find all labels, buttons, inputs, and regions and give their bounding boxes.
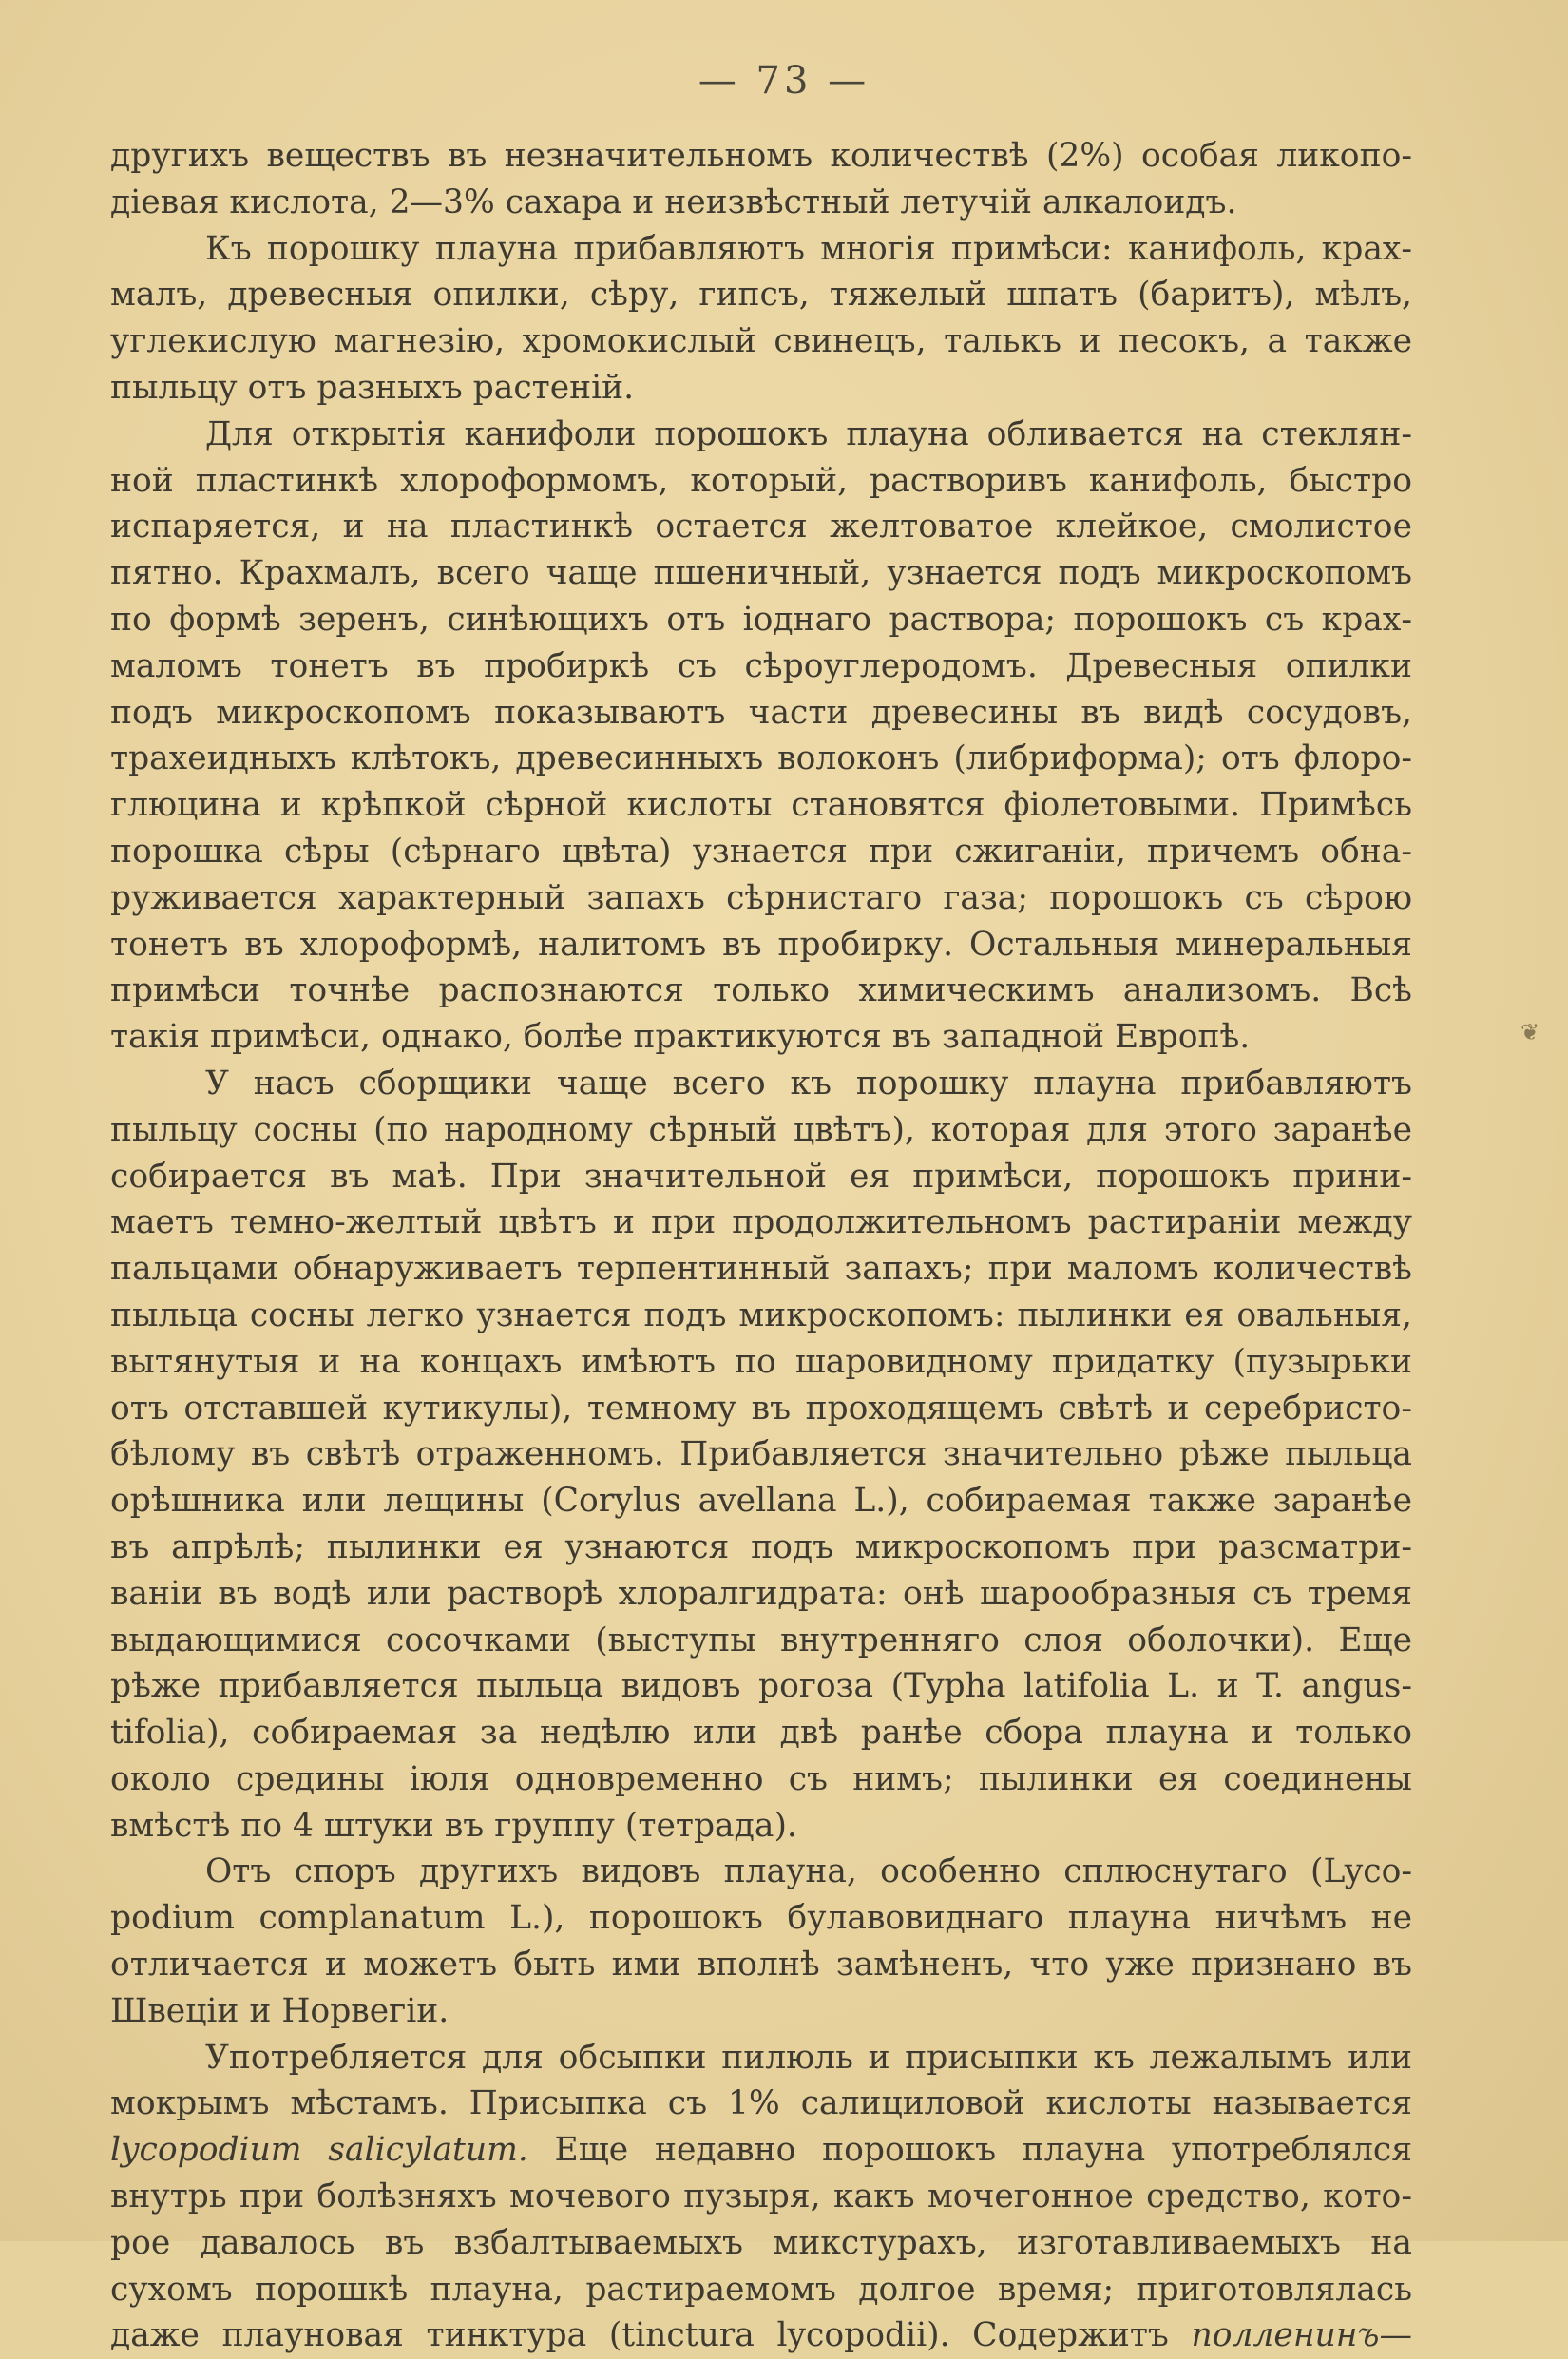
text-line: Употребляется для обсыпки пилюль и присыпки къ лежалымъ или bbox=[205, 2038, 1412, 2077]
text-line: ной пластинкѣ хлороформомъ, который, растворивъ канифоль, быстро bbox=[110, 461, 1412, 500]
text-line: tifolia), собираемая за недѣлю или двѣ ранѣе сбора плауна и только bbox=[110, 1714, 1412, 1753]
text-line: Для открытія канифоли порошокъ плауна обливается на стеклян- bbox=[205, 414, 1412, 453]
text-line: Швеціи и Норвегіи. bbox=[110, 1991, 449, 2030]
text-line: въ апрѣлѣ; пылинки ея узнаются подъ микроскопомъ при разсматри- bbox=[110, 1527, 1412, 1566]
text-line: по формѣ зеренъ, синѣющихъ отъ іоднаго раствора; порошокъ съ крах- bbox=[110, 600, 1412, 639]
text-line: У насъ сборщики чаще всего къ порошку плауна прибавляютъ bbox=[205, 1064, 1412, 1103]
text-line: орѣшника или лещины (Corylus avellana L.), собираемая также заранѣе bbox=[110, 1482, 1412, 1521]
text-line: такія примѣси, однако, болѣе практикуются въ западной Европѣ. bbox=[110, 1018, 1251, 1057]
text-line: трахеидныхъ клѣтокъ, древесинныхъ волоконъ (либриформа); отъ флоро- bbox=[110, 739, 1412, 778]
text-line: пыльцу сосны (по народному сѣрный цвѣтъ), которая для этого заранѣе bbox=[110, 1110, 1412, 1149]
text-line: вытянутыя и на концахъ имѣютъ по шаровидному придатку (пузырьки bbox=[110, 1342, 1412, 1381]
text-line: испаряется, и на пластинкѣ остается желтоватое клейкое, смолистое bbox=[110, 508, 1412, 547]
text-line: бѣлому въ свѣтѣ отраженномъ. Прибавляется значительно рѣже пыльца bbox=[110, 1435, 1412, 1474]
text-line: углекислую магнезію, хромокислый свинецъ, талькъ и песокъ, а также bbox=[110, 322, 1412, 361]
text-line: сухомъ порошкѣ плауна, растираемомъ долгое время; приготовлялась bbox=[110, 2270, 1412, 2309]
text-line: тонетъ въ хлороформѣ, налитомъ въ пробирку. Остальныя минеральныя bbox=[110, 925, 1412, 964]
text-line: внутрь при болѣзняхъ мочевого пузыря, какъ мочегонное средство, кото- bbox=[110, 2177, 1412, 2216]
text-line: вмѣстѣ по 4 штуки въ группу (тетрада). bbox=[110, 1806, 797, 1845]
text-line: отъ отставшей кутикулы), темному въ проходящемъ свѣтѣ и серебристо- bbox=[110, 1389, 1412, 1428]
text-line: пятно. Крахмалъ, всего чаще пшеничный, узнается подъ микроскопомъ bbox=[110, 554, 1412, 593]
text-line: около средины іюля одновременно съ нимъ; пылинки ея соединены bbox=[110, 1759, 1412, 1798]
text-line: собирается въ маѣ. При значительной ея примѣси, порошокъ прини- bbox=[110, 1157, 1412, 1196]
text-line: другихъ веществъ въ незначительномъ количествѣ (2%) особая ликопо- bbox=[110, 137, 1412, 175]
text-line: маетъ темно-желтый цвѣтъ и при продолжительномъ растираніи между bbox=[110, 1203, 1412, 1242]
text-line: пальцами обнаруживаетъ терпентинный запахъ; при маломъ количествѣ bbox=[110, 1250, 1412, 1289]
text-line: lycopodium salicylatum. Еще недавно порошокъ плауна употреблялся bbox=[110, 2131, 1412, 2170]
page-number: — 73 — bbox=[698, 59, 870, 103]
text-line: глюцина и крѣпкой сѣрной кислоты становятся фіолетовыми. Примѣсь bbox=[110, 786, 1412, 825]
text-line: подъ микроскопомъ показываютъ части древесины въ видѣ сосудовъ, bbox=[110, 693, 1412, 732]
text-line: выдающимися сосочками (выступы внутренняго слоя оболочки). Еще bbox=[110, 1621, 1412, 1659]
margin-ornament: ❦ bbox=[1520, 1019, 1540, 1045]
text-line: отличается и можетъ быть ими вполнѣ замѣненъ, что уже признано въ bbox=[110, 1946, 1412, 1985]
text-line: маломъ тонетъ въ пробиркѣ съ сѣроуглеродомъ. Древесныя опилки bbox=[110, 646, 1412, 685]
text-line: мокрымъ мѣстамъ. Присыпка съ 1% салициловой кислоты называется bbox=[110, 2084, 1412, 2123]
text-line: podium complanatum L.), порошокъ булавовиднаго плауна ничѣмъ не bbox=[110, 1899, 1412, 1938]
text-line: порошка сѣры (сѣрнаго цвѣта) узнается при сжиганіи, причемъ обна- bbox=[110, 832, 1412, 871]
text-line: діевая кислота, 2—3% сахара и неизвѣстный летучій алкалоидъ. bbox=[110, 182, 1237, 221]
text-line: рое давалось въ взбалтываемыхъ микстурахъ, изготавливаемыхъ на bbox=[110, 2223, 1412, 2262]
text-line: ваніи въ водѣ или растворѣ хлоралгидрата: онѣ шарообразныя съ тремя bbox=[110, 1574, 1412, 1613]
text-line: даже плауновая тинктура (tinctura lycopodii). Содержитъ полленинъ— bbox=[110, 2316, 1412, 2355]
text-line: Къ порошку плауна прибавляютъ многія примѣси: канифоль, крах- bbox=[205, 229, 1412, 268]
text-line: примѣси точнѣе распознаются только химическимъ анализомъ. Всѣ bbox=[110, 971, 1412, 1010]
text-line: пыльца сосны легко узнается подъ микроскопомъ: пылинки ея овальныя, bbox=[110, 1295, 1412, 1334]
page-text-body bbox=[110, 133, 1412, 2359]
text-line: рѣже прибавляется пыльца видовъ рогоза (Typha latifolia L. и T. angus- bbox=[110, 1667, 1412, 1706]
text-line: Отъ споръ другихъ видовъ плауна, особенно сплюснутаго (Lyco- bbox=[205, 1852, 1412, 1891]
text-line: малъ, древесныя опилки, сѣру, гипсъ, тяжелый шпатъ (баритъ), мѣлъ, bbox=[110, 276, 1412, 315]
text-line: руживается характерный запахъ сѣрнистаго газа; порошокъ съ сѣрою bbox=[110, 878, 1412, 917]
text-line: пыльцу отъ разныхъ растеній. bbox=[110, 368, 635, 407]
